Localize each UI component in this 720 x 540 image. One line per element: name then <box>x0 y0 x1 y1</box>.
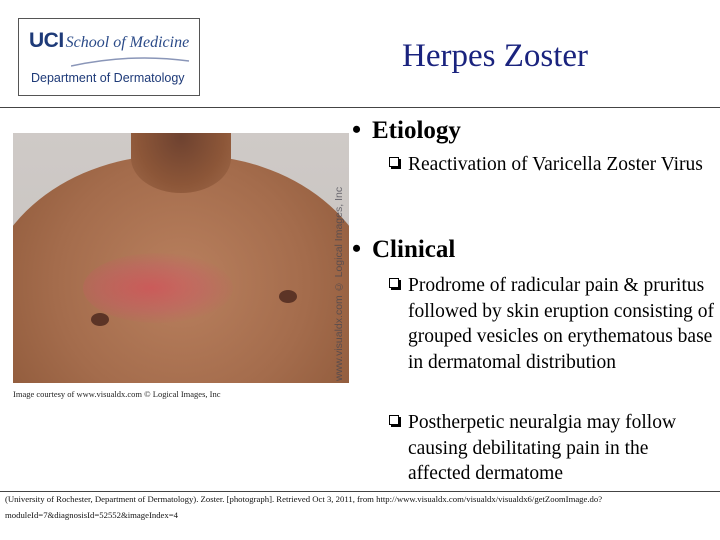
bullet-label: Etiology <box>372 117 461 144</box>
checkbox-bullet-icon <box>389 415 399 425</box>
photo-rash <box>83 253 233 323</box>
ucI-school-of-medicine-logo <box>18 18 200 96</box>
sub-bullet-text: Postherpetic neuralgia may follow causing debilitating pain in the affected dermatome <box>408 412 677 484</box>
logo-department-text: Department of Dermatology <box>31 71 185 85</box>
checkbox-bullet-icon <box>389 157 399 167</box>
bullet-clinical <box>352 234 455 264</box>
bullet-label: Clinical <box>372 236 456 263</box>
clinical-photo <box>13 133 349 383</box>
logo-wordmark <box>29 29 189 53</box>
bullet-etiology <box>352 115 461 145</box>
photo-caption: Image courtesy of www.visualdx.com © Logical Images, Inc <box>13 389 221 399</box>
sub-bullet-text: Reactivation of Varicella Zoster Virus <box>408 154 703 175</box>
photo-watermark: www.visualdx.com © Logical Images, Inc <box>333 186 345 381</box>
bullet-dot-icon: • <box>352 234 362 263</box>
sub-bullet-clinical-1 <box>389 273 714 375</box>
reference-citation: (University of Rochester, Department of Dermatology). Zoster. [photograph]. Retrieved Oct 3, 2011, from http://www.visualdx.com/visualdx/visualdx6/getZoomImage.do?moduleId=7&diagnosisId=52552&imageIndex=4 <box>5 494 603 520</box>
sub-bullet-clinical-2 <box>389 410 714 487</box>
photo-nipple-right <box>279 290 297 303</box>
photo-nipple-left <box>91 313 109 326</box>
slide-title: Herpes Zoster <box>402 38 589 74</box>
header-divider <box>0 107 720 108</box>
bullet-dot-icon: • <box>352 115 362 144</box>
logo-school-text: School of Medicine <box>65 34 190 51</box>
sub-bullet-etiology-1 <box>389 152 709 178</box>
sub-bullet-text: Prodrome of radicular pain & pruritus followed by skin eruption consisting of grouped vesicles on erythematous base in dermatomal distribution <box>408 275 715 373</box>
logo-swoosh-icon <box>71 55 191 69</box>
logo-uci-text: UCI <box>29 29 64 52</box>
checkbox-bullet-icon <box>389 278 399 288</box>
